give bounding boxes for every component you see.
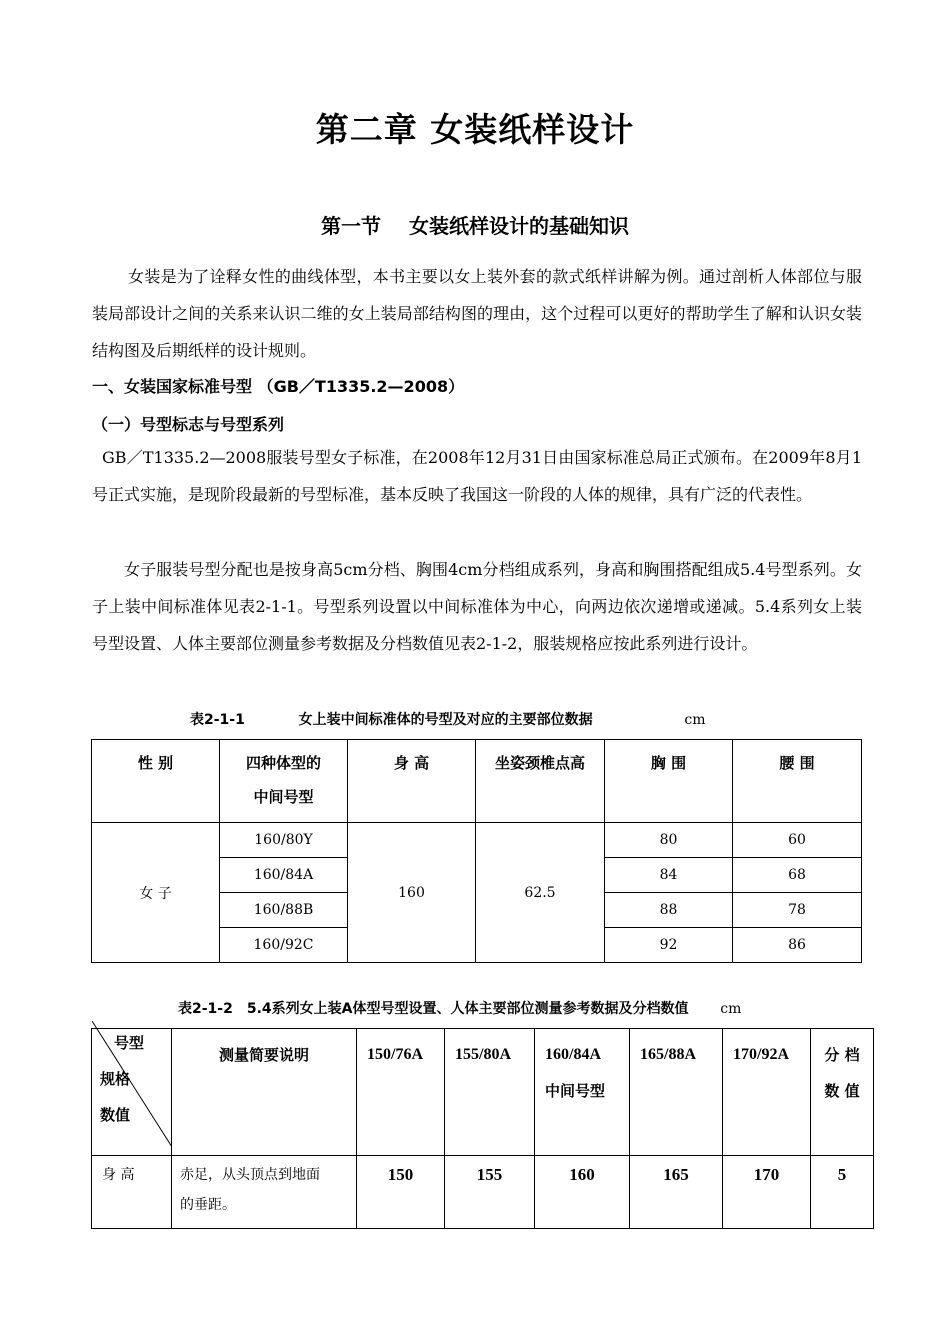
corner-label-size: 号型 [114,1034,145,1052]
heading-national-standard: 一、女装国家标准号型 （GB／T1335.2—2008） [92,377,465,396]
table2-caption-text: 表2-1-2 5.4系列女上装A体型号型设置、人体主要部位测量参考数据及分档数值 [178,1001,689,1017]
header-description: 测量简要说明 [172,1029,357,1156]
header-160-84a [535,1029,630,1156]
cell-grading-value: 5 [811,1156,874,1229]
corner-label-value: 数值 [100,1106,131,1124]
cell-size: 160/84A [220,858,348,893]
cell-row-name: 身 高 [92,1156,172,1229]
header-waist: 腰 围 [733,740,862,823]
cell-value: 150 [357,1156,445,1229]
intro-paragraph: 女装是为了诠释女性的曲线体型，本书主要以女上装外套的款式纸样讲解为例。通过剖析人体部位与服装局部设计之间的关系来认识二维的女上装局部结构图的理由，这个过程可以更好的帮助学生了解和认识女装结构图及后期纸样的设计规则。 [92,267,862,360]
cell-waist: 60 [733,823,862,858]
cell-description-line2: 的垂距。 [180,1197,236,1213]
cell-neck-height: 62.5 [476,823,605,963]
header-size-line2: 中间号型 [253,788,314,806]
cell-value: 170 [723,1156,811,1229]
header-150-76a: 150/76A [357,1029,445,1156]
corner-label-spec: 规格 [100,1070,131,1088]
cell-chest: 84 [605,858,733,893]
cell-value: 155 [445,1156,535,1229]
series-paragraph: 女子服装号型分配也是按身高5cm分档、胸围4cm分档组成系列，身高和胸围搭配组成5.4号型系列。女子上装中间标准体见表2-1-1。号型系列设置以中间标准体为中心，向两边依次递增或递减。5.4系列女上装号型设置、人体主要部位测量参考数据及分档数值见表2-1-2，服装规格应按此系列进行设计。 [92,560,862,653]
table-row [92,823,862,858]
cell-size: 160/92C [220,928,348,963]
header-170-92a: 170/92A [723,1029,811,1156]
header-grading [811,1029,874,1156]
table-a-body-size-settings [91,1028,874,1229]
header-neck-height: 坐姿颈椎点高 [476,740,605,823]
table-middle-standard-body [91,739,862,963]
cell-size: 160/88B [220,893,348,928]
header-height: 身 高 [348,740,476,823]
header-size-line1: 四种体型的 [245,754,321,772]
section-number: 第一节 [321,214,381,238]
header-size [220,740,348,823]
header-160-84a-middle: 中间号型 [545,1082,606,1100]
table2-caption [178,998,741,1018]
chapter-title: 第二章 女装纸样设计 [315,110,635,149]
table2-unit: cm [720,1001,742,1017]
cell-waist: 78 [733,893,862,928]
table1-caption [190,709,705,729]
cell-gender: 女 子 [92,823,220,963]
header-grading-line2: 数 值 [824,1082,860,1100]
cell-description [172,1156,357,1229]
table1-unit: cm [684,712,706,728]
table-row [92,1156,874,1229]
cell-value: 160 [535,1156,630,1229]
cell-description-line1: 赤足，从头顶点到地面 [180,1167,320,1183]
cell-chest: 80 [605,823,733,858]
standard-paragraph: GB／T1335.2—2008服装号型女子标准，在2008年12月31日由国家标准总局正式颁布。在2009年8月1号正式实施，是现阶段最新的号型标准，基本反映了我国这一阶段的人体的规律，具有广泛的代表性。 [92,448,862,504]
cell-value: 165 [630,1156,723,1229]
section-heading: 女装纸样设计的基础知识 [409,214,629,238]
header-165-88a: 165/88A [630,1029,723,1156]
table1-caption-number: 表2-1-1 [190,712,245,728]
header-chest: 胸 围 [605,740,733,823]
cell-waist: 68 [733,858,862,893]
header-155-80a: 155/80A [445,1029,535,1156]
table1-caption-text: 女上装中间标准体的号型及对应的主要部位数据 [298,712,593,728]
heading-size-series: （一）号型标志与号型系列 [92,415,285,434]
cell-waist: 86 [733,928,862,963]
cell-height: 160 [348,823,476,963]
cell-chest: 92 [605,928,733,963]
section-title [0,210,950,239]
header-grading-line1: 分 档 [824,1046,860,1064]
header-gender: 性 别 [92,740,220,823]
header-corner [92,1029,172,1156]
cell-size: 160/80Y [220,823,348,858]
header-160-84a-size: 160/84A [545,1046,601,1063]
cell-chest: 88 [605,893,733,928]
